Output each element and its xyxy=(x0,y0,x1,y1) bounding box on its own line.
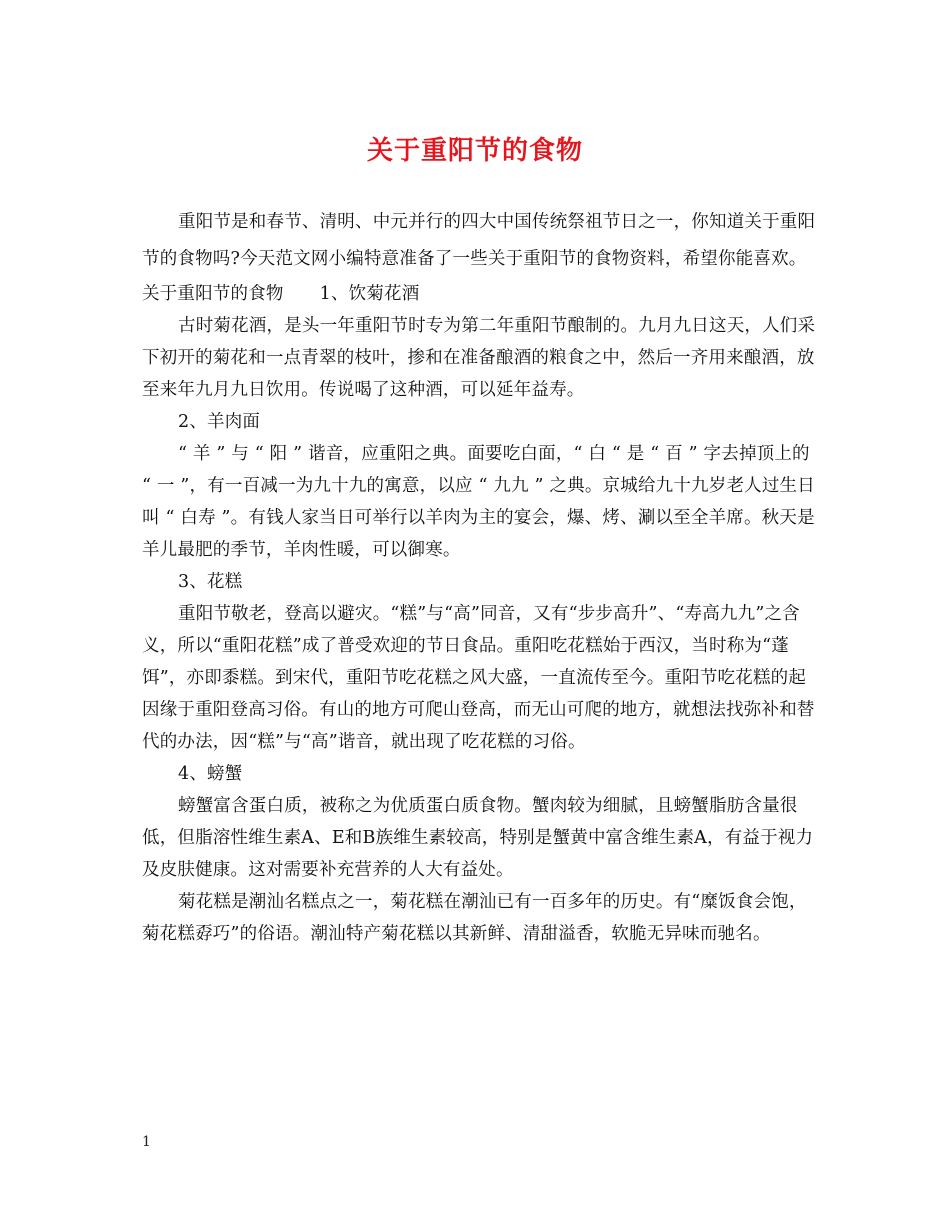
document-body xyxy=(142,204,822,950)
item1-paragraph: 古时菊花酒，是头一年重阳节时专为第二年重阳节酿制的。九月九日这天，人们采下初开的菊花和一点青翠的枝叶，掺和在准备酿酒的粮食之中，然后一齐用来酿酒，放至来年九月九日饮用。传说喝了这种酒，可以延年益寿。 xyxy=(142,316,816,400)
item3-paragraph: 重阳节敬老，登高以避灾。“糕”与“高”同音，又有“步步高升”、“寿高九九”之含义，所以“重阳花糕”成了普受欢迎的节日食品。重阳吃花糕始于西汉，当时称为“蓬饵”，亦即黍糕。到宋代，重阳节吃花糕之风大盛，一直流传至今。重阳节吃花糕的起因缘于重阳登高习俗。有山的地方可爬山登高，而无山可爬的地方，就想法找弥补和替代的办法，因“糕”与“高”谐音，就出现了吃花糕的习俗。 xyxy=(142,604,815,752)
item4-paragraph: 螃蟹富含蛋白质，被称之为优质蛋白质食物。蟹肉较为细腻，且螃蟹脂肪含量很低，但脂溶性维生素A、E和B族维生素较高，特别是蟹黄中富含维生素A，有益于视力及皮肤健康。这对需要补充营养的人大有益处。 xyxy=(142,796,814,880)
intro-paragraph: 重阳节是和春节、清明、中元并行的四大中国传统祭祖节日之一，你知道关于重阳节的食物吗?今天范文网小编特意准备了一些关于重阳节的食物资料，希望你能喜欢。 xyxy=(142,212,816,269)
item3-heading: 3、花糕 xyxy=(178,572,243,592)
section-label: 关于重阳节的食物 xyxy=(142,284,284,304)
item1-heading: 1、饮菊花酒 xyxy=(319,284,420,304)
document-title: 关于重阳节的食物 xyxy=(366,136,583,166)
page-number: 1 xyxy=(142,1134,151,1150)
item4-heading: 4、螃蟹 xyxy=(178,764,243,784)
item2-paragraph: “ 羊 ” 与 “ 阳 ” 谐音，应重阳之典。面要吃白面，“ 白 “ 是 “ 百 ” 字去掉顶上的 “ 一 ”，有一百减一为九十九的寓意，以应 “ 九九 ” 之典。京城给九十九岁老人过生日叫 “ 白寿 ”。有钱人家当日可举行以羊肉为主的宴会，爆、烤、涮以至全羊席。秋天是羊儿最肥的季节，羊肉性暖，可以御寒。 xyxy=(142,444,815,560)
section-heading-line xyxy=(142,278,822,310)
closing-paragraph: 菊花糕是潮汕名糕点之一，菊花糕在潮汕已有一百多年的历史。有“糜饭食会饱，菊花糕孬巧”的俗语。潮汕特产菊花糕以其新鲜、清甜溢香，软脆无异味而驰名。 xyxy=(142,892,807,944)
item2-heading: 2、羊肉面 xyxy=(178,412,261,432)
